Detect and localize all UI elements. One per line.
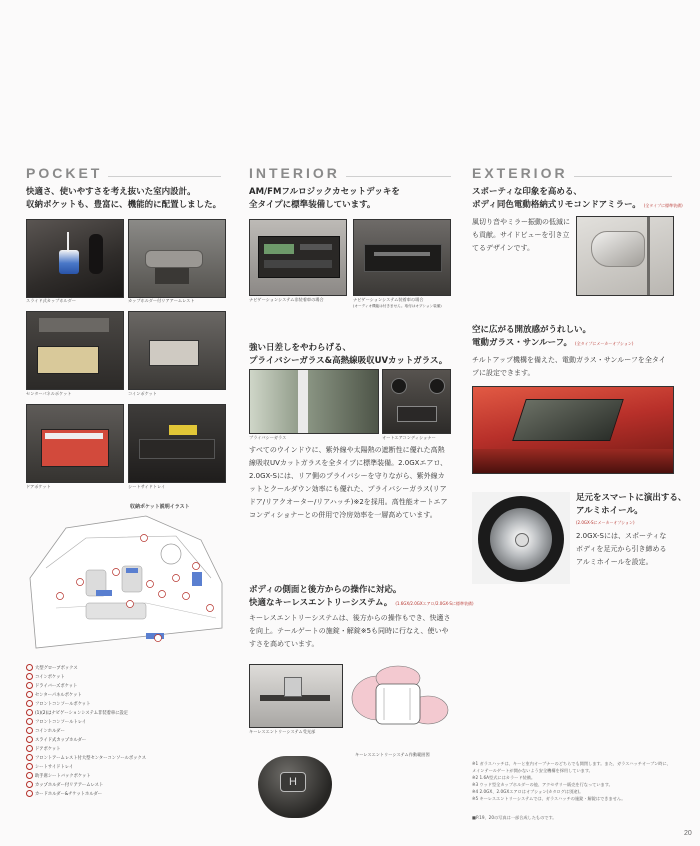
caption-keyless-range: キーレスエントリーシステム作動範囲図: [355, 752, 430, 757]
privacy-glass-photo: [249, 369, 379, 434]
exterior-section-title: EXTERIOR: [472, 165, 574, 181]
wheel-tag: (2.0GX-Sにメーカーオプション): [576, 520, 635, 525]
door-mirror-photo: [576, 216, 674, 296]
keyless-body: キーレスエントリーシステムは、後方からの操作もでき、快適さを向上。テールゲートの施錠・解錠※5も同時に行なえ、使いやすさを高めています。: [249, 614, 451, 648]
sunroof-tag: (全タイプにメーカーオプション): [575, 341, 634, 346]
caption-center-panel-pocket: センターパネルポケット: [26, 391, 72, 396]
keyless-range-diagram: [350, 664, 450, 746]
footnote: ※4 2.0GX、2.0GXエアロはオプション(カタログは別途)。: [472, 789, 584, 794]
mirror-headline: スポーティな印象を高める、 ボディ同色電動格納式リモコンドアミラー。 (全タイプに標準装備): [472, 187, 683, 210]
caption-seat-side-tray: シートサイドトレイ: [128, 484, 166, 489]
coin-pocket-photo: [128, 311, 226, 390]
caption-audio-navi: ナビゲーションシステム装着車の場合: [353, 297, 424, 302]
legend-item: 大型グローブボックス: [26, 664, 146, 673]
caption-rear-armrest: カップホルダー付リアアームレスト: [128, 298, 195, 303]
uv-glass-headline: 強い日差しをやわらげる、 プライバシーガラス&高熱線吸収UVカットガラス。: [249, 343, 448, 366]
footnote: ※1 ガラスハッチは、キーと室内オープナーのどちらでも開閉します。また、ガラスハッチオープン時に、メインテールゲートが開かないよう安全機構を採用しています。: [472, 761, 671, 773]
caption-audio-non-navi: ナビゲーションシステム非装着車の場合: [249, 297, 324, 302]
legend-item: 助手席シートバックポケット: [26, 772, 146, 781]
mirror-tag: (全タイプに標準装備): [643, 203, 683, 208]
slide-cup-holder-photo: [26, 219, 124, 298]
legend-item: コインポケット: [26, 673, 146, 682]
mirror-body: 風切り音やミラー振動の低減にも貢献。サイドビューを引き立てるデザインです。: [472, 218, 570, 252]
keyless-tag: (1.6GX/2.0GXエアロ/2.0GX-Sに標準装備): [395, 601, 474, 606]
center-panel-pocket-photo: [26, 311, 124, 390]
legend-item: フロントコンソールトレイ: [26, 718, 146, 727]
legend-item: シートサイドトレイ: [26, 763, 146, 772]
legend-item: ドアポケット: [26, 745, 146, 754]
legend-item: カードホルダー&チケットホルダー: [26, 790, 146, 799]
keyless-headline: ボディの側面と後方からの操作に対応。 快適なキーレスエントリーシステム。 (1.6GX/2.0GXエアロ/2.0GX-Sに標準装備): [249, 585, 474, 608]
cassette-deck-photo: [249, 219, 347, 296]
honda-logo-icon: H: [280, 772, 306, 792]
illustration-label: 収納ポケット説明イラスト: [130, 504, 190, 510]
audio-headline: AM/FMフルロジックカセットデッキを 全タイプに標準装備しています。: [249, 187, 400, 210]
footnote: ※3 ウッド型全カップホルダーの他、アクセサリー販売を行なっています。: [472, 782, 613, 787]
footnote: ※5 キーレスエントリーシステムでは、ガラスハッチの施錠・解錠はできません。: [472, 796, 626, 801]
caption-audio-navi-note: (オーディオ機能は付きません。取付はオプション装備): [353, 304, 442, 308]
page-number: 20: [684, 830, 692, 837]
footnote: ※2 1.6A型式にはカラード装備。: [472, 775, 536, 780]
wheel-body: 2.0GX-Sには、スポーティなボディを足元から引き締めるアルミホイールを設定。: [576, 532, 667, 566]
interior-section-title: INTERIOR: [249, 165, 346, 181]
alloy-wheel-photo: [472, 492, 570, 584]
caption-auto-aircon: オートエアコンディショナー: [382, 435, 436, 440]
sunroof-photo: [472, 386, 674, 474]
auto-aircon-photo: [382, 369, 451, 434]
legend-item: カップホルダー付リアアームレスト: [26, 781, 146, 790]
pocket-section-title: POCKET: [26, 165, 108, 181]
legend-item: フロントコンソールポケット: [26, 700, 146, 709]
keyless-receiver-photo: [249, 664, 343, 728]
photo-composite-note: ■P.19、20の写真は一部合成したものです。: [472, 815, 557, 820]
door-pocket-photo: [26, 404, 124, 483]
storage-legend: [26, 664, 146, 799]
uv-glass-body: すべてのウインドウに、紫外線や太陽熱の遮断性に優れた高熱線吸収UVカットガラスを全タイプに標準装備。2.0GXエアロ、2.0GX-Sには、リア側のプライバシーを守りながら、紫外線カットとクールダウン効率にも優れた、プライバシーガラス(リアドア/リアクオーター/リアハッチ)※2を採用。高性能オートエアコンディショナーとの併用で冷房効率を一層高めています。: [249, 446, 448, 519]
pocket-headline: 快適さ、使いやすさを考え抜いた室内設計。 収納ポケットも、豊富に、機能的に配置しました。: [26, 187, 222, 210]
legend-item: ドライバーズポケット: [26, 682, 146, 691]
caption-coin-pocket: コインポケット: [128, 391, 157, 396]
caption-slide-cup-holder: スライド式カップホルダー: [26, 298, 76, 303]
legend-item: センターパネルポケット: [26, 691, 146, 700]
legend-item: コインホルダー: [26, 727, 146, 736]
legend-item: フロントアームレスト付大型センターコンソールボックス: [26, 754, 146, 763]
caption-door-pocket: ドアポケット: [26, 484, 51, 489]
legend-item: スライド式カップホルダー: [26, 736, 146, 745]
key-fob-photo: [252, 752, 342, 824]
sunroof-headline: 空に広がる開放感がうれしい。 電動ガラス・サンルーフ。 (全タイプにメーカーオプション): [472, 325, 634, 348]
caption-keyless-receiver: キーレスエントリーシステム受光部: [249, 729, 316, 734]
wheel-headline: 足元をスマートに演出する、 アルミホイール。: [576, 493, 687, 516]
storage-cutaway-illustration: [26, 508, 226, 654]
footnotes: [472, 760, 672, 802]
rear-armrest-photo: [128, 219, 226, 298]
seat-side-tray-photo: [128, 404, 226, 483]
caption-privacy-glass: プライバシーガラス: [249, 435, 287, 440]
navi-audio-photo: [353, 219, 451, 296]
legend-item: (1)(2)はナビゲーションシステム非装着車に設定: [26, 709, 146, 718]
sunroof-body: チルトアップ機構を備えた、電動ガラス・サンルーフを全タイプに設定できます。: [472, 356, 666, 377]
